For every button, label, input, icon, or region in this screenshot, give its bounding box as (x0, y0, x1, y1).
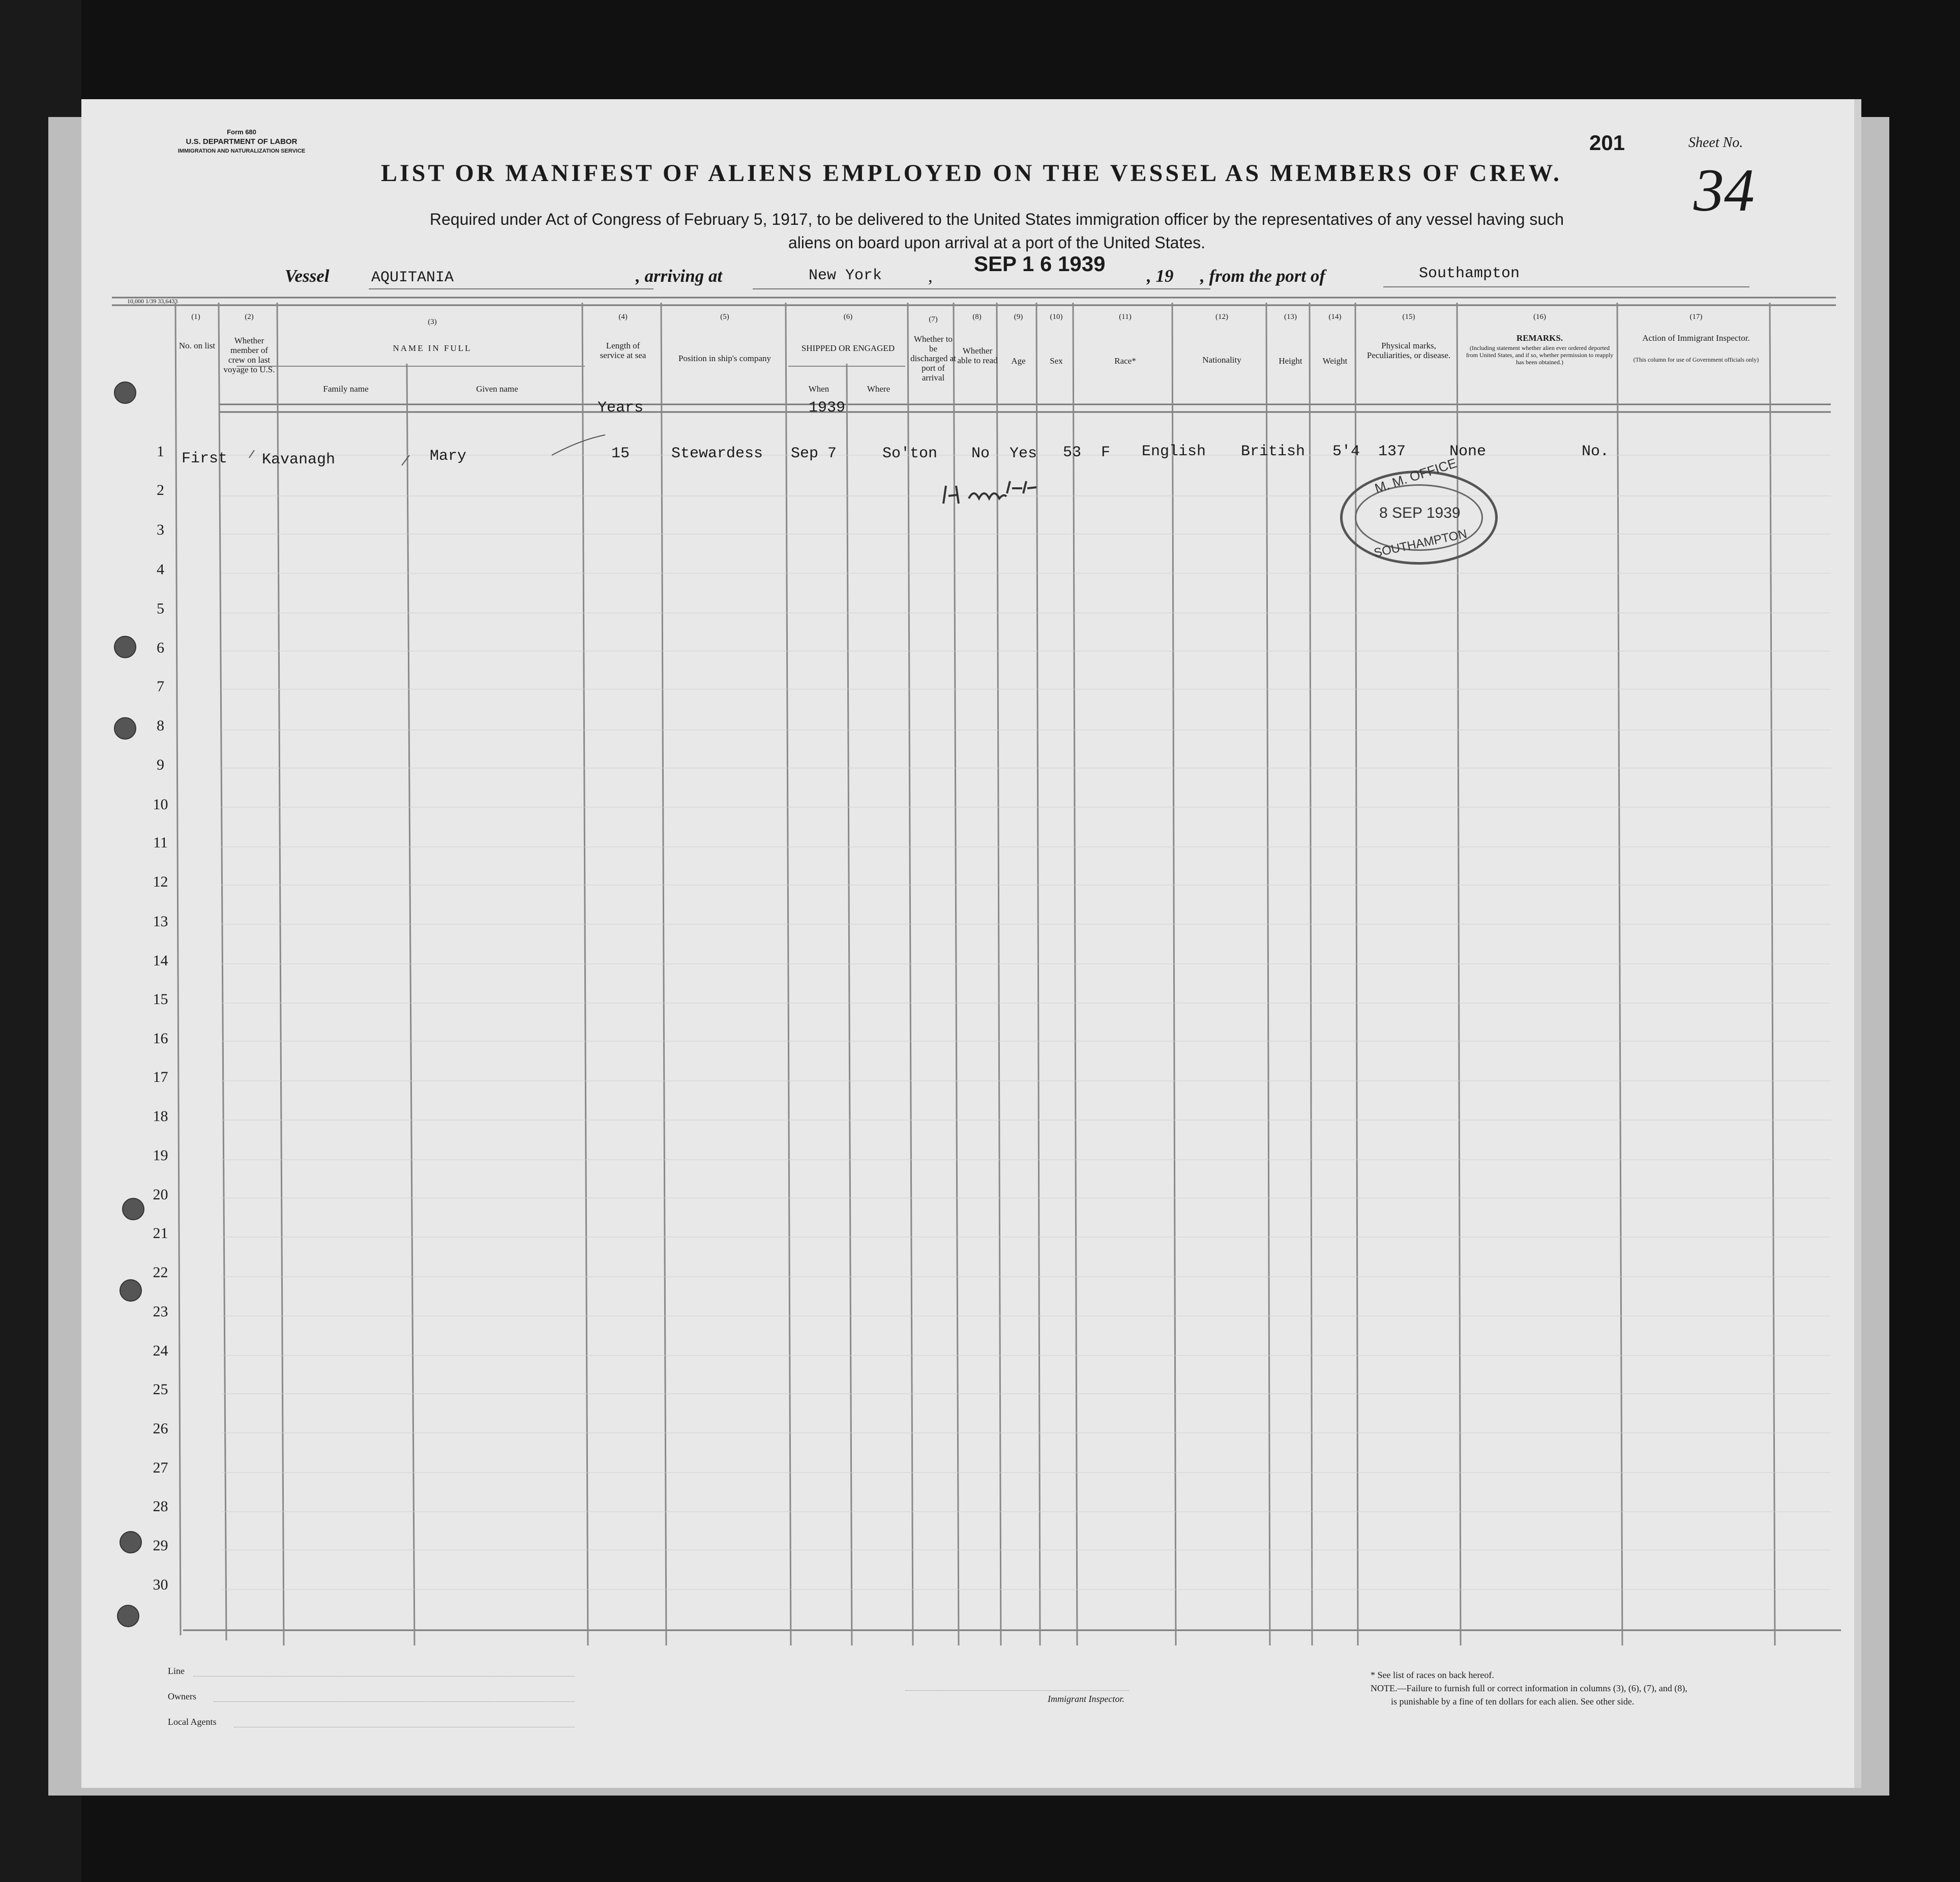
col-num-11: (11) (1119, 313, 1132, 321)
row-number-27: 27 (153, 1459, 168, 1476)
unit-year: 1939 (809, 399, 846, 417)
col-header-discharged: Whether to be discharged at port of arrival (910, 334, 956, 383)
row-number-25: 25 (153, 1381, 168, 1398)
manifest-page (81, 99, 1861, 1788)
handwritten-sheet-number: 34 (1694, 156, 1755, 224)
row-number-6: 6 (157, 639, 164, 656)
vessel-name: AQUITANIA (371, 269, 454, 286)
cell-service-years: 15 (611, 445, 630, 462)
footer-local-agents-label: Local Agents (168, 1717, 217, 1727)
page-subtitle (234, 208, 1760, 254)
page-title: LIST OR MANIFEST OF ALIENS EMPLOYED ON THE VESSEL AS MEMBERS OF CREW. (381, 160, 1562, 187)
departure-port: Southampton (1419, 265, 1520, 282)
unit-years: Years (598, 399, 644, 417)
cell-nationality: British (1241, 443, 1305, 460)
cell-able-to-read: Yes (1009, 445, 1037, 462)
row-number-12: 12 (153, 873, 168, 890)
vessel-label: Vessel (285, 266, 330, 286)
row-number-16: 16 (153, 1030, 168, 1047)
stamp-top-text: M. M. OFFICE (1373, 455, 1459, 496)
col-header-position: Position in ship's company (678, 354, 771, 363)
row-number-3: 3 (157, 521, 164, 538)
col-num-15: (15) (1402, 313, 1415, 321)
row-number-10: 10 (153, 796, 168, 813)
form-header (135, 127, 348, 156)
col-num-4: (4) (618, 313, 628, 321)
print-code: 10,000 1/39 33,6433 (127, 298, 178, 305)
row-number-15: 15 (153, 991, 168, 1008)
arriving-label: , arriving at (636, 266, 723, 286)
footer-note-penalty-2: is punishable by a fine of ten dollars for each alien. See other side. (1391, 1696, 1635, 1707)
col-num-1: (1) (191, 313, 200, 321)
cell-weight: 137 (1378, 443, 1406, 460)
col-header-inspector-note: (This column for use of Government officials only) (1633, 356, 1759, 363)
row-number-14: 14 (153, 952, 168, 969)
col-header-family-name: Family name (323, 384, 369, 394)
form-number: Form 680 (227, 128, 256, 136)
footer-inspector-label: Immigrant Inspector. (1048, 1694, 1124, 1704)
row-number-28: 28 (153, 1498, 168, 1515)
row-number-19: 19 (153, 1147, 168, 1164)
service-name: IMMIGRATION AND NATURALIZATION SERVICE (177, 148, 306, 154)
col-num-8: (8) (972, 313, 982, 321)
row-number-9: 9 (157, 756, 164, 773)
row-number-7: 7 (157, 678, 164, 695)
cell-physical-marks: None (1449, 443, 1487, 460)
col-header-able-to-read: Whether able to read (957, 346, 998, 365)
col-header-length-of-service: Length of service at sea (600, 341, 646, 360)
handwritten-initials (943, 481, 1036, 504)
arrival-port: New York (809, 267, 882, 284)
cell-given-name: Mary (430, 448, 467, 465)
col-header-shipped-engaged: SHIPPED OR ENGAGED (801, 343, 895, 353)
col-num-6: (6) (843, 313, 853, 321)
col-num-14: (14) (1328, 313, 1342, 321)
row-number-4: 4 (157, 561, 164, 578)
comma-separator: , (928, 266, 933, 286)
sheet-number: 201 (1589, 131, 1625, 155)
cell-family-name: Kavanagh (262, 451, 336, 468)
punch-hole (120, 1279, 142, 1302)
row-number-8: 8 (157, 717, 164, 734)
cell-remarks: No. (1582, 443, 1610, 460)
cell-age: 53 (1063, 444, 1082, 461)
col-num-17: (17) (1689, 313, 1703, 321)
col-num-3: (3) (428, 318, 437, 326)
col-num-5: (5) (720, 313, 729, 321)
subtitle-line-2: aliens on board upon arrival at a port of the United States. (788, 233, 1206, 252)
row-number-29: 29 (153, 1537, 168, 1554)
row-number-18: 18 (153, 1108, 168, 1125)
row-number-1: 1 (157, 443, 164, 460)
col-num-13: (13) (1284, 313, 1297, 321)
col-header-height: Height (1279, 356, 1302, 366)
punch-hole (122, 1198, 144, 1220)
year-label: , 19 (1147, 266, 1174, 286)
row-number-26: 26 (153, 1420, 168, 1437)
col-header-sex: Sex (1050, 356, 1063, 366)
col-header-nationality: Nationality (1202, 355, 1241, 365)
arrival-date-stamp: SEP 1 6 1939 (974, 252, 1106, 276)
footer-owners-label: Owners (168, 1691, 196, 1701)
col-header-where: Where (867, 384, 890, 394)
punch-hole (114, 717, 136, 740)
punch-hole (120, 1531, 142, 1553)
row-number-20: 20 (153, 1186, 168, 1203)
footer-line-label: Line (168, 1666, 185, 1676)
department-name: U.S. DEPARTMENT OF LABOR (186, 137, 298, 146)
row-number-24: 24 (153, 1342, 168, 1359)
col-header-race: Race* (1114, 356, 1136, 366)
col-header-inspector-action: Action of Immigrant Inspector. (1642, 333, 1750, 343)
footer-note-races: * See list of races on back hereof. (1371, 1670, 1494, 1680)
col-num-16: (16) (1533, 313, 1546, 321)
cell-crew-last-voyage: First (182, 450, 228, 467)
col-header-remarks: REMARKS. (1516, 333, 1563, 343)
col-header-last-voyage: Whether member of crew on last voyage to U.S. (223, 336, 275, 374)
col-num-12: (12) (1215, 313, 1228, 321)
page-edge (1854, 99, 1861, 1788)
row-number-17: 17 (153, 1069, 168, 1085)
col-header-given-name: Given name (476, 384, 518, 394)
punch-hole (114, 636, 136, 658)
row-number-22: 22 (153, 1264, 168, 1281)
col-header-age: Age (1011, 356, 1026, 366)
row-number-5: 5 (157, 600, 164, 617)
cell-height: 5'4 (1332, 443, 1360, 460)
col-header-no-on-list: No. on list (179, 341, 216, 350)
subtitle-line-1: Required under Act of Congress of February 5, 1917, to be delivered to the United States immigration officer by the representatives of any vessel having such (430, 210, 1564, 228)
row-number-13: 13 (153, 913, 168, 930)
stamp-date: 8 SEP 1939 (1379, 505, 1461, 521)
col-header-when: When (808, 384, 829, 394)
cell-discharged: No (971, 445, 990, 462)
stamp-bottom-text: SOUTHAMPTON (1373, 526, 1468, 561)
cell-position: Stewardess (671, 445, 763, 462)
col-num-9: (9) (1014, 313, 1023, 321)
cell-sex: F (1101, 444, 1111, 461)
cell-where: So'ton (882, 445, 938, 462)
row-number-11: 11 (153, 834, 168, 851)
cell-race: English (1142, 443, 1206, 460)
row-number-2: 2 (157, 482, 164, 498)
row-number-30: 30 (153, 1576, 168, 1593)
col-header-name-in-full: NAME IN FULL (393, 343, 472, 353)
punch-hole (117, 1605, 139, 1627)
sheet-label: Sheet No. (1688, 135, 1743, 151)
row-number-23: 23 (153, 1303, 168, 1320)
punch-hole (114, 381, 136, 404)
col-num-10: (10) (1050, 313, 1063, 321)
col-header-physical-marks: Physical marks, Peculiarities, or disease. (1367, 341, 1451, 360)
col-num-2: (2) (245, 313, 254, 321)
row-number-21: 21 (153, 1225, 168, 1242)
from-port-label: , from the port of (1200, 266, 1325, 286)
footer-note-penalty-1: NOTE.—Failure to furnish full or correct information in columns (3), (6), (7), and (8), (1371, 1683, 1687, 1693)
cell-when: Sep 7 (791, 445, 837, 462)
col-header-weight: Weight (1322, 356, 1348, 366)
col-num-7: (7) (929, 315, 938, 324)
col-header-remarks-note: (Including statement whether alien ever ordered deported from United States, and if so, whether permission to reapply has been obtained.) (1466, 344, 1614, 366)
